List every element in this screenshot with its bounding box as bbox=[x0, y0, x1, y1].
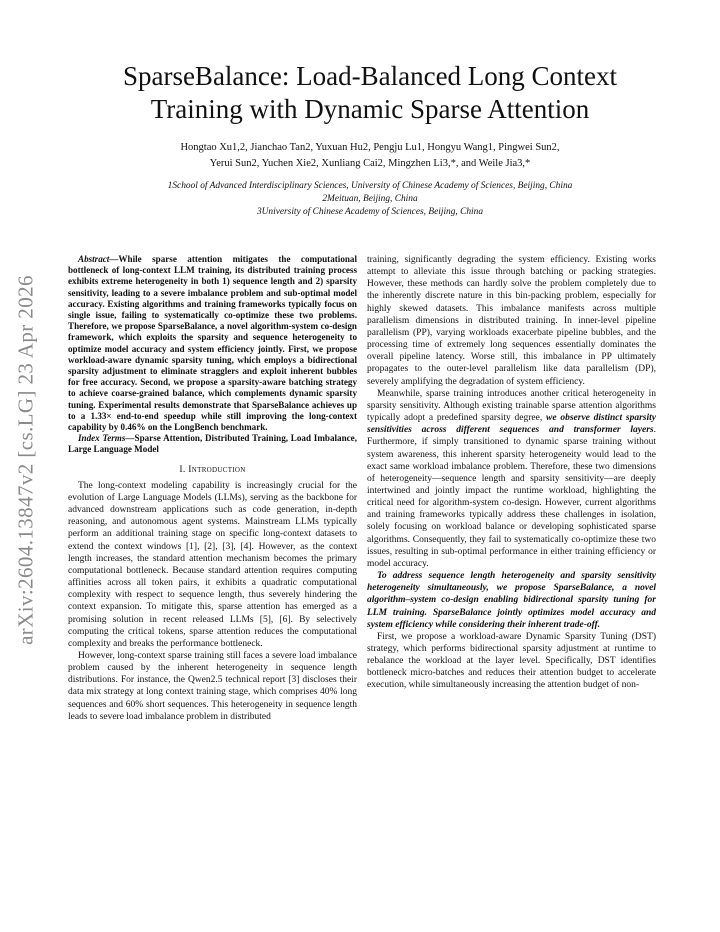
index-terms-label: Index Terms— bbox=[78, 433, 135, 444]
title-line-2: Training with Dynamic Sparse Attention bbox=[150, 94, 590, 124]
authors-line-2: Yerui Sun2, Yuchen Xie2, Xunliang Cai2, Mingzhen Li3,*, and Weile Jia3,* bbox=[209, 158, 531, 169]
arxiv-sidebar bbox=[4, 250, 48, 670]
intro-paragraph-6: First, we propose a workload-aware Dynamic Sparsity Tuning (DST) strategy, which performs bidirectional sparsity adjustment at runtime to rebalance the workload at the layer level. Specifically, DST identifies bottleneck micro-batches and reduces their attention budget to accelerate execution, while simultaneously increasing the attention budget of non- bbox=[367, 631, 656, 691]
p4-part-a: Meanwhile, sparse training introduces another critical heterogeneity in sparsity sensitivity. Although existing trainable sparse attention algorithms typically adopt a predefined sparsity degree, bbox=[367, 388, 656, 424]
right-column bbox=[367, 254, 656, 692]
abstract bbox=[68, 254, 357, 433]
affiliation-2: 2Meituan, Beijing, China bbox=[322, 194, 418, 204]
paper-title bbox=[60, 60, 680, 126]
index-terms bbox=[68, 433, 357, 455]
abstract-label: Abstract— bbox=[78, 254, 119, 264]
index-terms-text: Sparse Attention, Distributed Training, Load Imbalance, Large Language Model bbox=[68, 433, 357, 455]
intro-paragraph-1: The long-context modeling capability is increasingly crucial for the evolution of Large Language Models (LLMs), serving as the backbone for advanced downstream applications such as code generation, in-depth reasoning, and autonomous agent systems. Mainstream LLMs typically perform an additional training stage on specific long-context datasets to extend the context windows [1], [2], [3], [4]. However, as the context length increases, the standard attention mechanism becomes the primary computational bottleneck. Because standard attention requires computing affinities across all token pairs, it exhibits a quadratic computational complexity with respect to sequence length, thus severely hindering the context expansion. To mitigate this, sparse attention has emerged as a promising solution in recent released LLMs [5], [6]. By selectively computing the critical tokens, sparse attention reduces the computational complexity and breaks the performance bottleneck. bbox=[68, 480, 357, 649]
affiliations bbox=[60, 180, 680, 219]
intro-paragraph-2: However, long-context sparse training still faces a severe load imbalance problem caused by the inherent heterogeneity in sequence length distributions. For instance, the Qwen2.5 technical report [3] discloses their data mix strategy at long context training stage, which comprises 40% long sequences and 60% short sequences. This heterogeneity in sequence length leads to severe load imbalance problem in distributed bbox=[68, 651, 357, 722]
intro-paragraph-3: training, significantly degrading the system efficiency. Existing works attempt to alleviate this issue through batching or packing strategies. However, these methods can hardly solve the problem completely due to the inherently discrete nature in this bin-packing problem, especially for highly skewed datasets. This imbalance manifests across multiple parallelism dimensions in distributed training. In inner-level pipeline parallelism (PP), varying workloads exacerbate pipeline bubbles, and the processing time of extremely long sequences essentially dominates the overall pipeline latency. Worse still, this imbalance in PP ultimately propagates to the outer-level parallelism like data parallelism (DP), severely amplifying the degradation of system efficiency. bbox=[367, 255, 656, 387]
title-line-1: SparseBalance: Load-Balanced Long Context bbox=[122, 61, 618, 91]
arxiv-identifier: arXiv:2604.13847v2 [cs.LG] 23 Apr 2026 bbox=[13, 275, 38, 645]
p4-emphasis: we observe distinct sparsity sensitivities across different sequences and transformer layers bbox=[367, 413, 656, 436]
intro-paragraph-4 bbox=[367, 388, 656, 570]
p4-part-c: . Furthermore, if simply transitioned to dynamic sparse training without system awareness, this inherent sparsity heterogeneity would lead to the exact same workload imbalance problem. Therefore, these two dimensions of heterogeneity—sequence length and sparsity sensitivity—are deeply intertwined and jointly impact the runtime workload, highlighting the critical need for algorithm-system co-design. However, current algorithms and training frameworks typically address these challenges in isolation, solely focusing on workload balance or developing sophisticated sparse algorithms. Consequently, they fail to systematically co-optimize these two issues, resulting in sub-optimal performance in either training efficiency or model accuracy. bbox=[367, 425, 656, 569]
affiliation-1: 1School of Advanced Interdisciplinary Sciences, University of Chinese Academy of Sciences, Beijing, China bbox=[167, 181, 573, 191]
affiliation-3: 3University of Chinese Academy of Sciences, Beijing, China bbox=[256, 207, 484, 217]
intro-paragraph-5: To address sequence length heterogeneity and sparsity sensitivity heterogeneity simultaneously, we propose SparseBalance, a novel algorithm–system co-design enabling bidirectional sparsity tuning for LLM training. SparseBalance jointly optimizes model accuracy and system efficiency while considering their inherent trade-off. bbox=[367, 571, 656, 630]
author-list bbox=[60, 140, 680, 172]
left-column bbox=[68, 254, 357, 723]
abstract-text: While sparse attention mitigates the computational bottleneck of long-context LLM training, its distributed training process exhibits extreme heterogeneity in both 1) sequence length and 2) sparsity sensitivity, leading to a severe imbalance problem and sub-optimal model accuracy. Existing algorithms and training frameworks typically focus on single issue, failing to systematically co-optimize these two problems. Therefore, we propose SparseBalance, a novel algorithm-system co-design framework, which exploits the sparsity and sequence heterogeneity to optimize model accuracy and system efficiency jointly. First, we propose workload-aware dynamic sparsity tuning, which employs a bidirectional sparsity adjustment to eliminate stragglers and exploit inherent bubbles for free accuracy. Second, we propose a sparsity-aware batching strategy to achieve coarse-grained balance, which complements dynamic sparsity tuning. Experimental results demonstrate that SparseBalance achieves up to a 1.33× end-to-end speedup while still improving the long-context capability by 0.46% on the LongBench benchmark. bbox=[68, 254, 357, 433]
section-heading-introduction: I. Introduction bbox=[179, 463, 246, 475]
authors-line-1: Hongtao Xu1,2, Jianchao Tan2, Yuxuan Hu2, Pengju Lu1, Hongyu Wang1, Pingwei Sun2, bbox=[180, 142, 560, 153]
